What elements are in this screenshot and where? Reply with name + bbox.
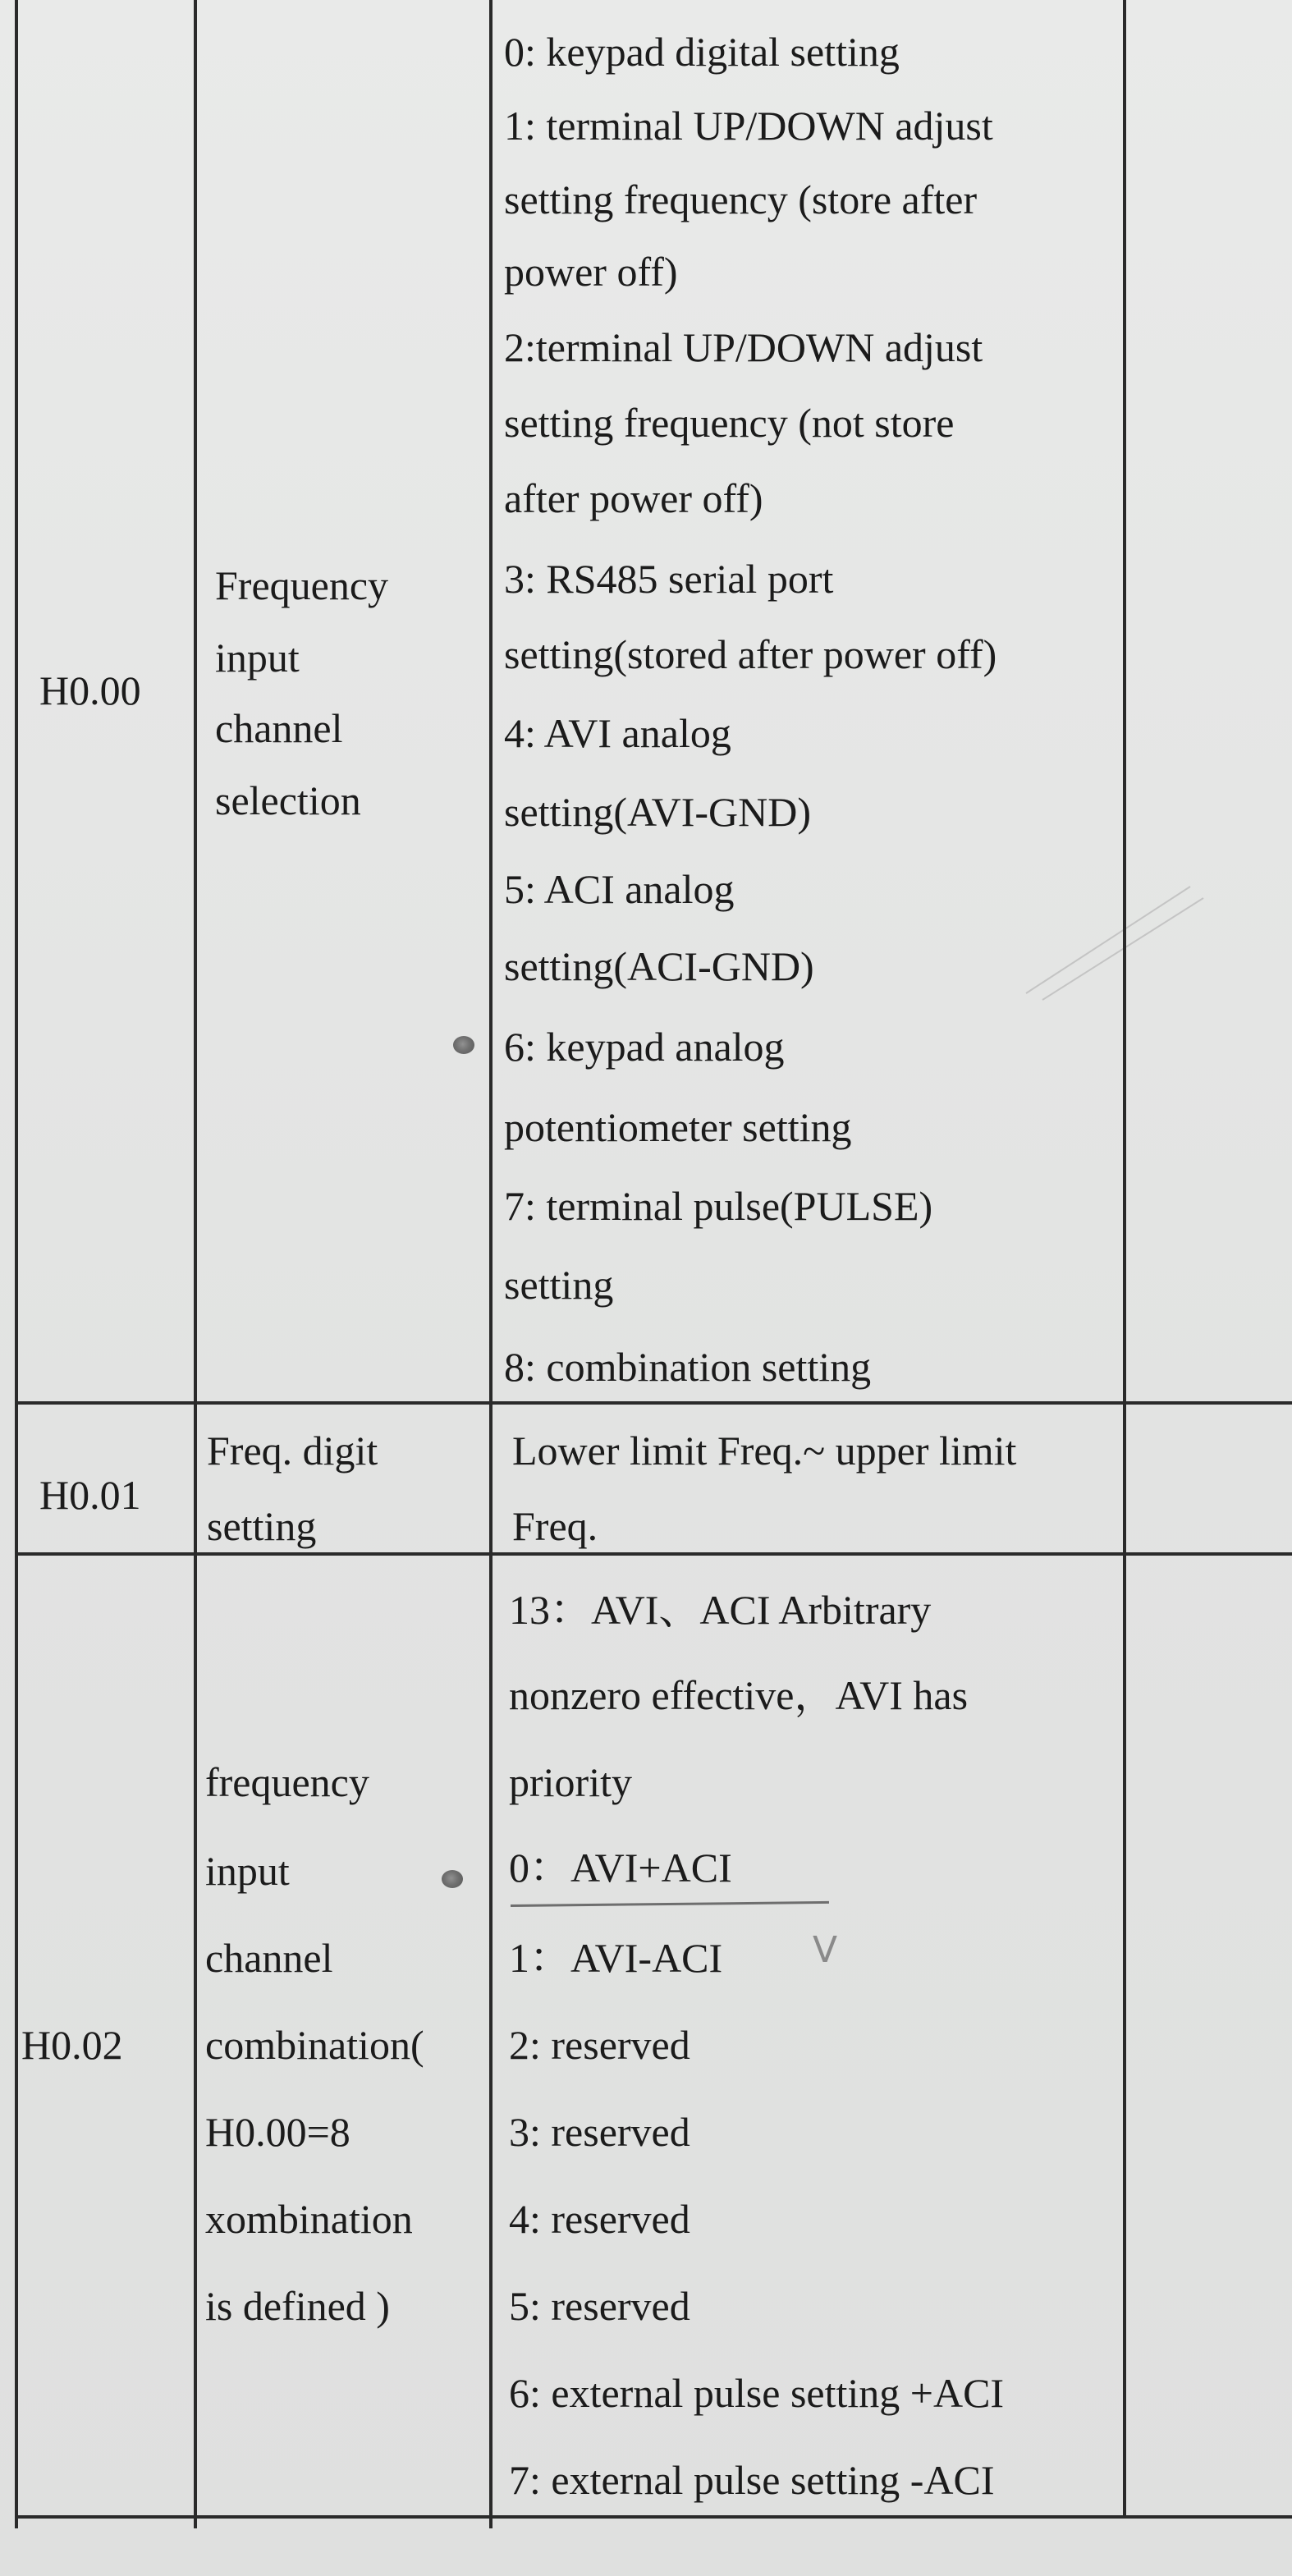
pencil-underline (511, 1901, 829, 1907)
parameter-code: H0.00 (39, 667, 141, 713)
table-border-right (1123, 0, 1126, 2515)
parameter-code: H0.01 (39, 1472, 141, 1518)
bullet-mark-icon (453, 1036, 474, 1054)
table-divider-code (194, 0, 197, 2528)
table-divider-name (489, 0, 493, 2528)
row-divider-2 (15, 1552, 1292, 1556)
parameter-code: H0.02 (21, 2022, 123, 2068)
table-border-bottom (15, 2515, 1292, 2519)
pencil-check-mark: V (813, 1929, 838, 1971)
bullet-mark-icon (442, 1870, 463, 1888)
row-divider-1 (15, 1401, 1292, 1405)
pencil-marks-decoration (1010, 870, 1207, 1002)
document-page: H0.00 Frequency input channel selection 0: keypad digital setting 1: terminal UP/DOWN adjust setting frequency (store after power off) 2:terminal UP/DOWN adjust setting frequency (not store after power off) 3: RS485 serial port setting(stored after power off) 4: AVI analog setting(AVI-GND) 5: ACI analog setting(ACI-GND) 6: keypad analog potentiometer setting 7: terminal pulse(PULSE) setting 8: combination setting H0.01 Freq. digit setting Lower limit Freq.~ upper limit Freq. H0.02 frequency input channel combination( H0.00=8 xombination is defined ) 13：AVI、ACI Arbitrary nonzero effective，AVI has priority 0：AVI+ACI 1：AVI-ACI 2: reserved 3: reserved 4: reserved 5: reserved 6: external pulse setting +ACI 7: external pulse setting -ACI V (0, 0, 1292, 2576)
table-border-left (15, 0, 18, 2528)
